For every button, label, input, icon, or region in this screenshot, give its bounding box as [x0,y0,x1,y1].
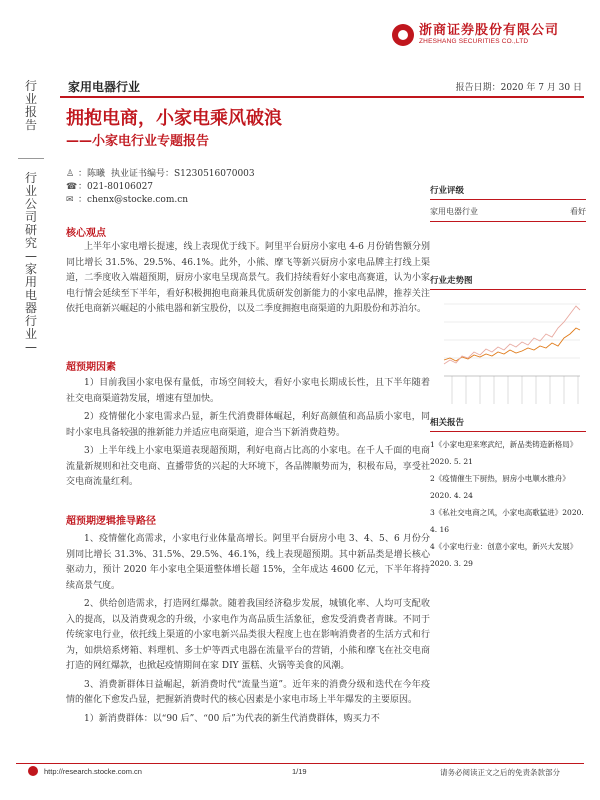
core-heading: 核心观点 [66,228,106,239]
core-paragraph [66,240,430,321]
trend-grid [444,304,580,376]
person-icon: ♙ [66,169,75,179]
expectation-heading: 超预期因素 [66,362,116,373]
logo-cn: 浙商证券股份有限公司 [419,23,560,38]
company-logo [392,24,559,46]
report-date-label: 报告日期： [455,83,501,93]
page-number: 1/19 [292,767,307,776]
header-rule [60,96,584,98]
trend-chart [430,294,586,412]
rating-title: 行业评级 [430,184,586,200]
related-list [430,432,586,572]
author-phone: ：021-80106027 [78,182,154,192]
logo-en: ZHESHANG SECURITIES CO.,LTD [419,38,529,45]
rating-row [430,200,586,222]
core-text: 上半年小家电增长提速，线上表现优于线下。阿里平台厨房小家电 4-6 月份销售额分别同比增长 31.5%、29.5%、46.1%。此外，小熊、摩飞等新兴厨房小家电品牌主打线上渠道，二季度收入端超预期，厨房小家电呈现高景气。我们持续看好小家电高赛道，认为小家电行情会延续至下半年，看好积极拥抱电商兼具优质研发创新能力的小家电品牌，推荐关注依托电商新兴崛起的小熊电器和新宝股份，以及二季度拥抱电商渠道的九阳股份和苏泊尔。 [66,242,430,314]
footer-disclaimer: 请务必阅读正文之后的免责条款部分 [440,768,560,777]
mail-icon: ✉ [66,195,74,205]
logic-item: 2、供给创造需求，打造网红爆款。随着我国经济稳步发展，城镇化率、人均可支配收入的提高，以及消费观念的升级，小家电作为高品质生活象征，愈发受消费者青睐。不同于传统家电行业，依托线上渠道的小家电新兴品类很大程度上也在影响消费者的生活方式和行为，如烘焙系烤箱、料理机、多士炉等西式电器在流量平台的营销，小熊和摩飞在社交电商打造的网红爆款，也掀起疫情期间在家 DIY 蛋糕、火锅等美食的风潮。 [66,599,430,671]
page-title: 拥抱电商，小家电乘风破浪 [66,108,282,129]
author-name: ：陈曦 [78,169,106,179]
logic-item: 1、疫情催化高需求，小家电行业体量高增长。阿里平台厨房小电 3、4、5、6 月份分别同比增长 31.3%、31.5%、29.5%、46.1%，线上表现超预期。其中新品类是增长核心驱动力，预计 2020 年小家电全渠道整体增长超 15%，全年成达 4600 亿元，下半年将持续高景气度。 [66,534,430,591]
rating-industry: 家用电器行业 [430,207,478,216]
related-panel [430,416,586,572]
report-date [456,80,582,93]
logic-item: 1）新消费群体：以“90 后”、“00 后”为代表的新生代消费群体，购买力不 [84,713,380,724]
left-label-report-type: 行业报告 [24,79,37,132]
author-email-row [66,194,255,207]
trend-panel [430,274,586,416]
related-item[interactable]: 1《小家电迎来寒武纪，新品类铸造新格局》2020. 5. 21 [430,440,578,466]
related-title: 相关报告 [430,416,586,432]
logic-heading: 超预期逻辑推导路径 [66,516,156,527]
related-item[interactable]: 3《私社交电商之风，小家电高歌猛进》2020. 4. 16 [430,508,584,534]
expectation-item: 1）目前我国小家电保有量低，市场空间较大，看好小家电长期成长性，且下半年随着社交电商渠道勃发展，增速有望加快。 [66,378,430,404]
left-label-divider [18,158,44,159]
related-item[interactable]: 2《疫情催生下厨热，厨房小电顺水推舟》2020. 4. 24 [430,474,570,500]
logo-mark-icon [392,24,414,46]
author-email[interactable]: ：chenx@stocke.com.cn [78,195,189,205]
trend-line-industry [444,306,580,364]
industry-name: 家用电器行业 [68,80,141,94]
rating-value: 看好 [570,207,586,216]
logic-item: 3、消费新群体日益崛起，新消费时代“流量当道”。近年来的消费分级和迭代在今年疫情的催化下愈发凸显，把握新消费时代的核心因素是小家电市场上半年爆发的主要原因。 [66,679,430,705]
footer-url[interactable]: http://research.stocke.com.cn [44,767,142,776]
footer-logo-icon [28,766,38,776]
author-phone-row [66,181,255,194]
logic-list [66,532,430,730]
footer-rule [16,763,584,764]
expectation-list [66,376,430,494]
author-block [66,168,255,207]
report-date-value: 2020 年 7 月 30 日 [500,83,582,93]
trend-title: 行业走势图 [430,274,586,290]
author-name-row [66,168,255,181]
page-subtitle: ——小家电行业专题报告 [66,134,210,149]
left-label-category: 行业公司研究—家用电器行业— [24,171,37,354]
expectation-item: 3）上半年线上小家电渠道表现超预期，利好电商占比高的小家电。在千人千面的电商流量新规则和社交电商、直播带货的兴起的大环境下，各品牌顺势而为，积极布局，享受社交电商流量红利。 [66,446,430,487]
trend-x-ticks [452,376,578,404]
expectation-item: 2）疫情催化小家电需求凸显，新生代消费群体崛起，利好高颜值和高品质小家电，同时小家电具备较强的推新能力并适应电商渠道，迎合当下新消费趋势。 [66,412,430,438]
related-item[interactable]: 4《小家电行业：创意小家电，新兴大发展》2020. 3. 29 [430,542,578,568]
author-license: 执业证书编号：S1230516070003 [111,169,255,179]
phone-icon: ☎ [66,182,78,192]
rating-panel [430,184,586,222]
